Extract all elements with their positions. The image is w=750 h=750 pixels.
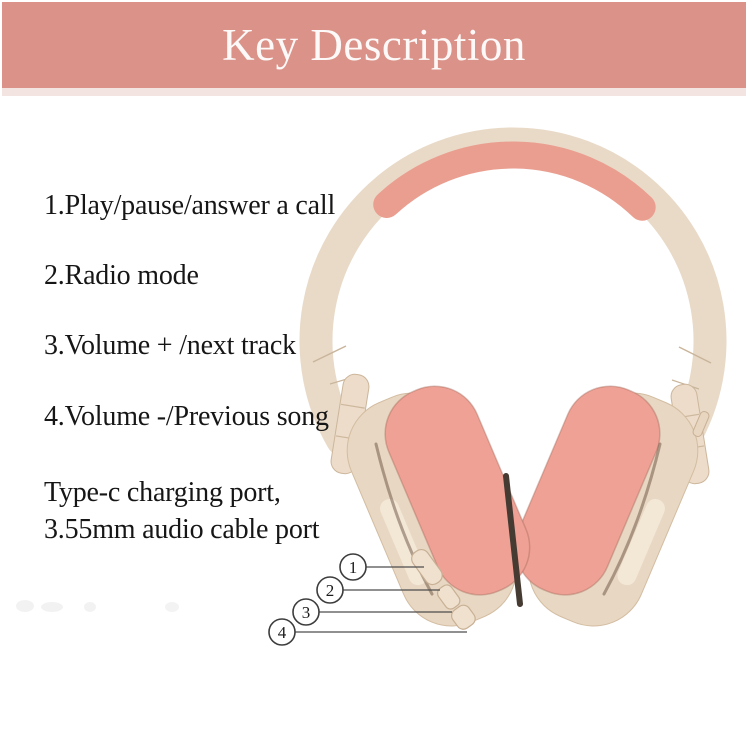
faint-watermark (16, 600, 179, 612)
callout-number: 4 (277, 623, 287, 642)
feature-item-1: 1.Play/pause/answer a call (44, 190, 336, 221)
feature-item-2: 2.Radio mode (44, 260, 199, 291)
feature-item-4: 4.Volume -/Previous song (44, 401, 329, 432)
ports-note (44, 474, 319, 548)
callout-number: 1 (348, 558, 358, 577)
page-title: Key Description (222, 19, 526, 70)
feature-item-3: 3.Volume + /next track (44, 330, 296, 361)
callout-number: 3 (301, 603, 311, 622)
banner (2, 2, 746, 88)
ports-note-line2: 3.55mm audio cable port (44, 514, 320, 545)
headband (316, 144, 710, 440)
banner-bottom-edge (2, 88, 746, 96)
callout-number: 2 (325, 581, 335, 600)
ports-note-line1: Type-c charging port, (44, 477, 281, 508)
